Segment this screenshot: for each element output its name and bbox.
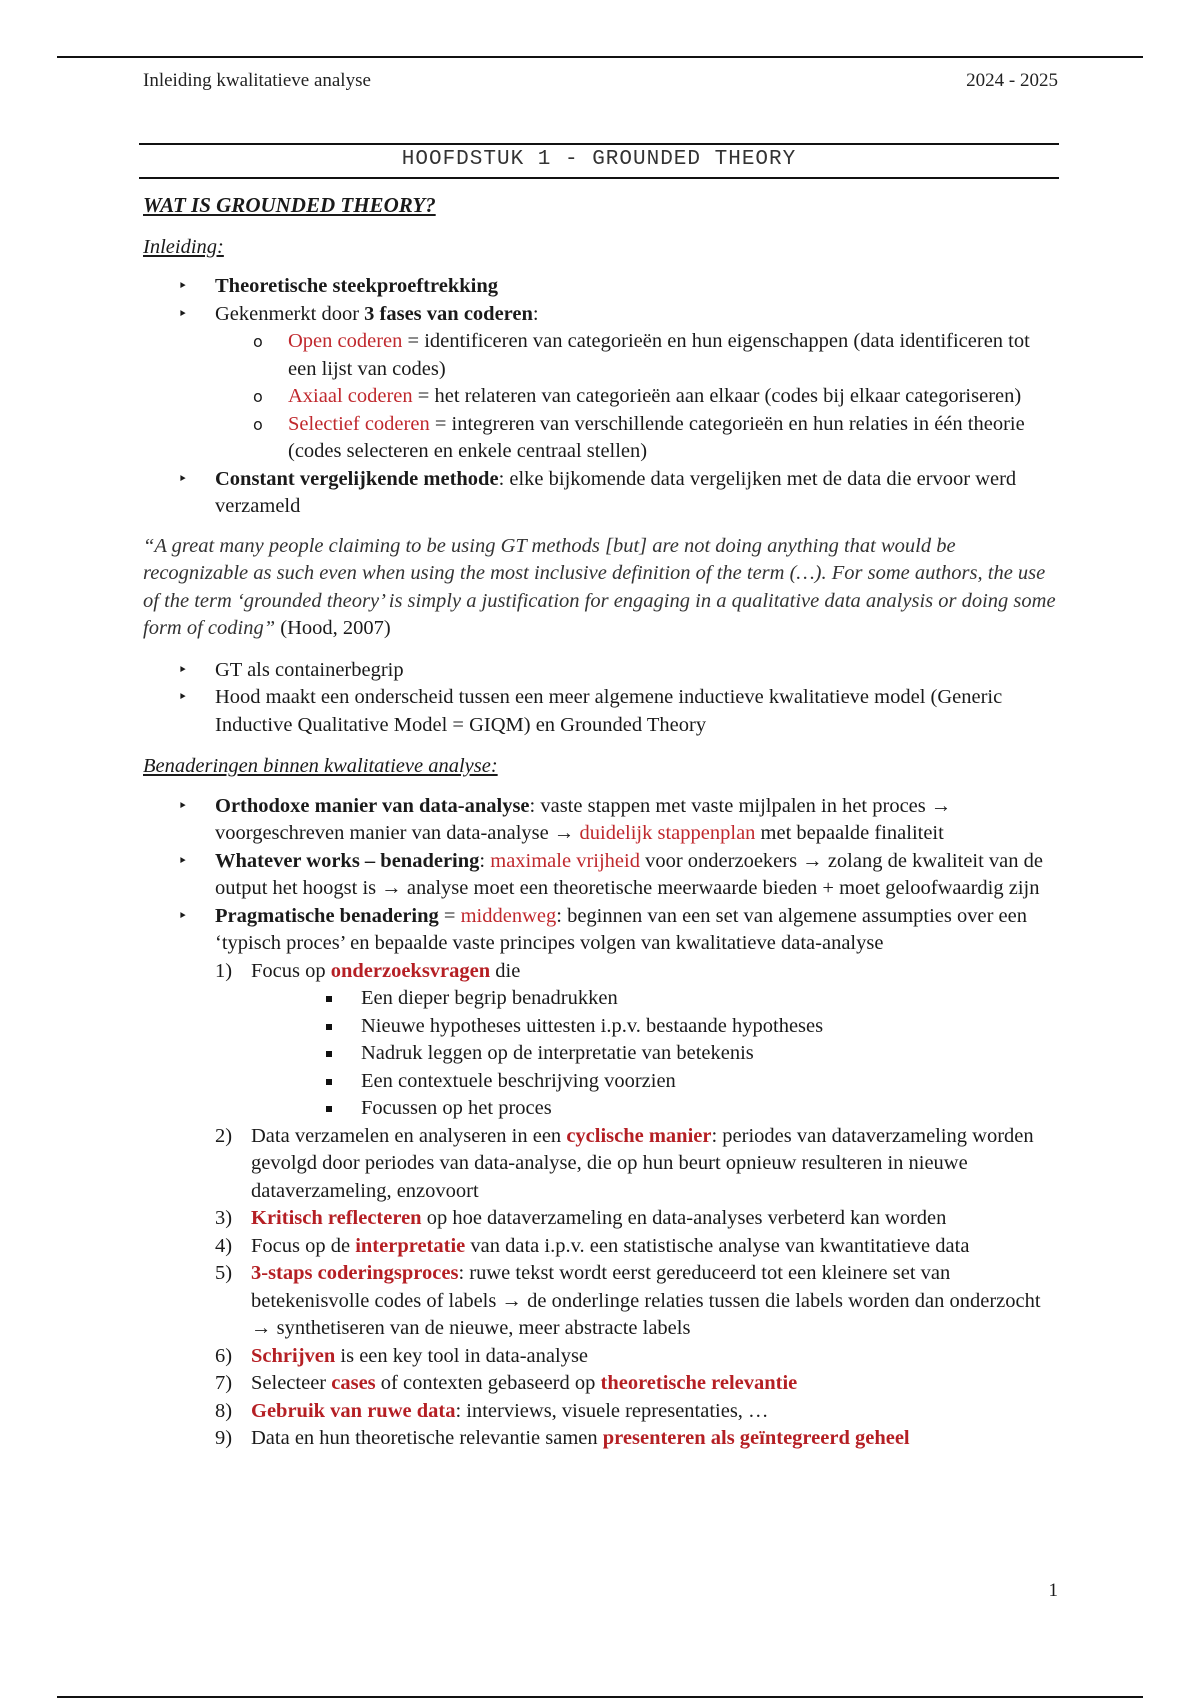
step-item: 6) Schrijven is een key tool in data-analyse (215, 1344, 589, 1367)
step-item: 4) Focus op de interpretatie van data i.p.v. een statistische analyse van kwantitatieve data (215, 1234, 970, 1257)
subheading-inleiding: Inleiding: (143, 235, 224, 258)
step-item: 8) Gebruik van ruwe data: interviews, visuele representaties, … (215, 1399, 769, 1422)
phase-item: o Open coderen = identificeren van categorieën en hun eigenschappen (data identificeren tot een lijst van codes) (143, 328, 1058, 383)
step-item: 2) Data verzamelen en analyseren in een cyclische manier: periodes van dataverzameling worden gevolgd door periodes van data-analyse, die op hun beurt opnieuw resulteren in nieuwe dataverzameling, enzovoort (215, 1124, 1034, 1202)
list-item: ‣ Theoretische steekproeftrekking (143, 273, 1058, 301)
inleiding-list (143, 273, 1058, 521)
list-item: ‣ Pragmatische benadering = middenweg: beginnen van een set van algemene assumpties over een ‘typisch proces’ en bepaalde vaste principes volgen van kwalitatieve data-analyse (143, 903, 1058, 958)
focus-sublist (143, 985, 1058, 1123)
phase-item: o Selectief coderen = integreren van verschillende categorieën en hun relaties in één theorie (codes selecteren en enkele centraal stellen) (143, 411, 1058, 466)
page-number: 1 (1048, 1580, 1058, 1601)
subheading-benaderingen: Benaderingen binnen kwalitatieve analyse: (143, 755, 498, 777)
step-item: 3) Kritisch reflecteren op hoe dataverzameling en data-analyses verbeterd kan worden (215, 1207, 947, 1229)
quote-hood: “A great many people claiming to be using GT methods [but] are not doing anything that would be recognizable as such even when using the most inclusive definition of the term (…). For some authors, the use of the term ‘grounded theory’ is simply a justification for engaging in a qualitative data analysis or doing some form of coding” (Hood, 2007) (143, 534, 1056, 639)
phase-list (143, 328, 1058, 466)
sub-item: Focussen op het proces (143, 1095, 1058, 1123)
chapter-title: HOOFDSTUK 1 - GROUNDED THEORY (139, 143, 1059, 179)
sub-item: Nadruk leggen op de interpretatie van betekenis (143, 1040, 1058, 1068)
top-rule (57, 56, 1143, 58)
list-item: ‣ Constant vergelijkende methode: elke bijkomende data vergelijken met de data die ervoor werd verzameld (143, 466, 1058, 521)
header-year: 2024 - 2025 (966, 70, 1058, 91)
step-item: 1) Focus op onderzoeksvragen die Een dieper begrip benadrukken Nieuwe hypotheses uittesten i.p.v. bestaande hypotheses Nadruk leggen op de interpretatie van betekenis Een contextuele beschrijving voorzien Focussen op het proces (215, 958, 1058, 1123)
phase-item: o Axiaal coderen = het relateren van categorieën aan elkaar (codes bij elkaar categoriseren) (143, 383, 1058, 411)
list-item: ‣ Gekenmerkt door 3 fases van coderen: o Open coderen = identificeren van categorieën en hun eigenschappen (data identificeren tot een lijst van codes) o Axiaal coderen = het relateren van categorieën aan elkaar (codes bij elkaar categoriseren) o Selectief coderen = integreren van verschillende categorieën en hun relaties in één theorie (codes selecteren en enkele centraal stellen) (143, 301, 1058, 466)
sub-item: Een contextuele beschrijving voorzien (143, 1068, 1058, 1096)
step-item: 7) Selecteer cases of contexten gebaseerd op theoretische relevantie (215, 1372, 798, 1394)
steps-list (215, 958, 1058, 1453)
step-item: 5) 3-staps coderingsproces: ruwe tekst wordt eerst gereduceerd tot een kleinere set van betekenisvolle codes of labels → de onderlinge relaties tussen die labels worden dan onderzocht → synthetiseren van de nieuwe, meer abstracte labels (215, 1262, 1041, 1339)
header-course: Inleiding kwalitatieve analyse (143, 70, 371, 91)
list-item: ‣ Hood maakt een onderscheid tussen een meer algemene inductieve kwalitatieve model (Generic Inductive Qualitative Model = GIQM) en Grounded Theory (143, 684, 1058, 739)
section-title: WAT IS GROUNDED THEORY? (143, 193, 436, 217)
gt-list (143, 657, 1058, 740)
sub-item: Een dieper begrip benadrukken (143, 985, 1058, 1013)
list-item: ‣ Whatever works – benadering: maximale vrijheid voor onderzoekers → zolang de kwaliteit van de output het hoogst is → analyse moet een theoretische meerwaarde bieden + moet geloofwaardig zijn (143, 848, 1058, 903)
page-content (143, 192, 1058, 1453)
benaderingen-list (143, 793, 1058, 958)
sub-item: Nieuwe hypotheses uittesten i.p.v. bestaande hypotheses (143, 1013, 1058, 1041)
list-item: ‣ Orthodoxe manier van data-analyse: vaste stappen met vaste mijlpalen in het proces → voorgeschreven manier van data-analyse → duidelijk stappenplan met bepaalde finaliteit (143, 793, 1058, 848)
list-item: ‣ GT als containerbegrip (143, 657, 1058, 685)
bottom-rule (57, 1696, 1143, 1698)
step-item: 9) Data en hun theoretische relevantie samen presenteren als geïntegreerd geheel (215, 1427, 910, 1449)
